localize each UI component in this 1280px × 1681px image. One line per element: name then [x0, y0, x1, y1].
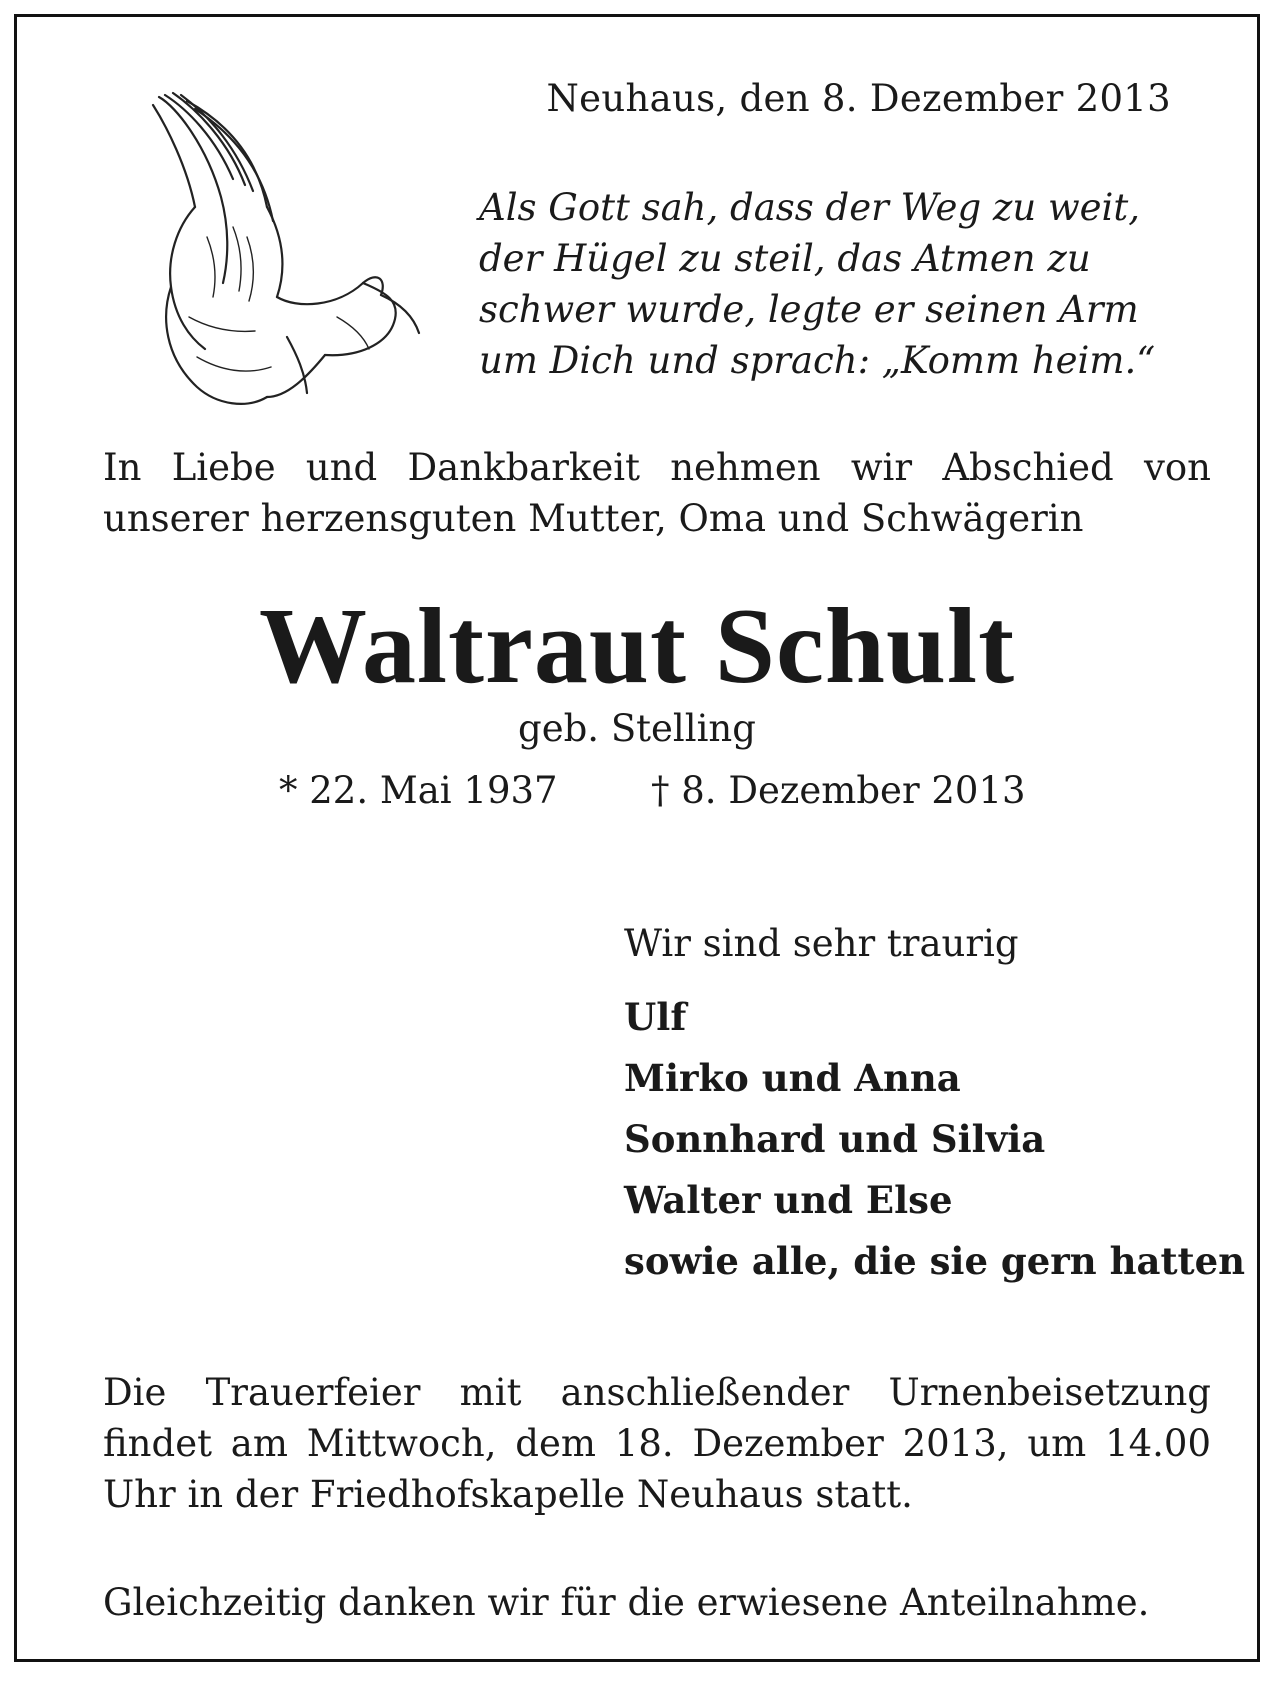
mourner-name: sowie alle, die sie gern hatten	[624, 1239, 1246, 1283]
mourner-name: Walter und Else	[624, 1178, 953, 1222]
quote-line: der Hügel zu steil, das Atmen zu	[479, 237, 1091, 280]
place-date: Neuhaus, den 8. Dezember 2013	[546, 77, 1171, 120]
quote-line: schwer wurde, legte er seinen Arm	[479, 288, 1139, 331]
obituary-notice	[14, 14, 1260, 1662]
ceremony-line: Uhr in der Friedhofskapelle Neuhaus statt.	[103, 1473, 913, 1516]
quote-line: Als Gott sah, dass der Weg zu weit,	[479, 186, 1141, 229]
mourner-name: Sonnhard und Silvia	[624, 1117, 1046, 1161]
birth-date: * 22. Mai 1937	[279, 769, 558, 812]
mourners-intro: Wir sind sehr traurig	[624, 922, 1019, 965]
death-date: † 8. Dezember 2013	[651, 769, 1026, 812]
thanks-text: Gleichzeitig danken wir für die erwiesene Anteilnahme.	[103, 1581, 1150, 1624]
intro-text	[103, 442, 1211, 544]
ceremony-text	[103, 1367, 1211, 1520]
deceased-name: Waltraut Schult	[258, 587, 1016, 706]
intro-line: In Liebe und Dankbarkeit nehmen wir Abschied von	[103, 446, 1211, 489]
praying-hands-icon	[137, 87, 437, 417]
mourner-name: Ulf	[624, 995, 687, 1039]
ceremony-line: Die Trauerfeier mit anschließender Urnenbeisetzung	[103, 1371, 1211, 1414]
mourners-list	[624, 992, 1245, 1297]
quote	[479, 182, 1219, 386]
maiden-name: geb. Stelling	[518, 707, 756, 750]
ceremony-line: findet am Mittwoch, dem 18. Dezember 2013, um 14.00	[103, 1422, 1211, 1465]
quote-line: um Dich und sprach: „Komm heim.“	[479, 339, 1156, 382]
mourner-name: Mirko und Anna	[624, 1056, 961, 1100]
intro-line: unserer herzensguten Mutter, Oma und Schwägerin	[103, 497, 1084, 540]
